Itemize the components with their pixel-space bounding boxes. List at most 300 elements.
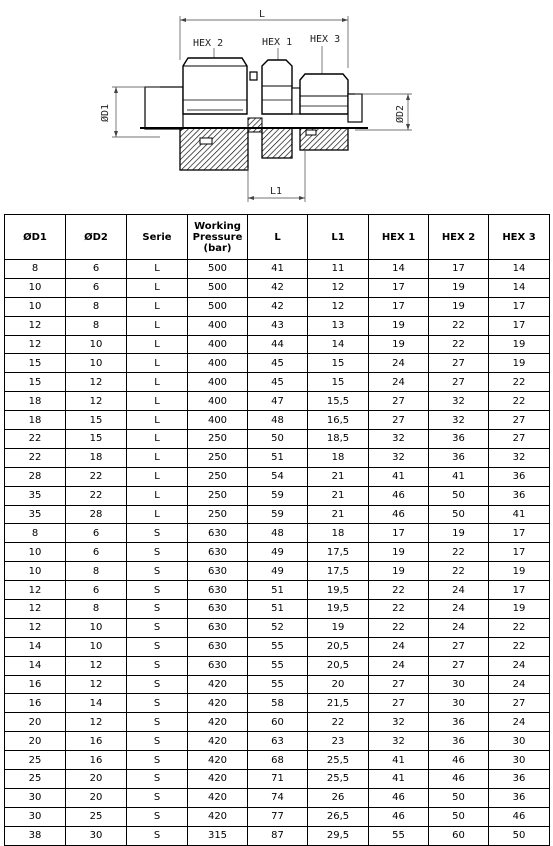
table-row (5, 411, 550, 430)
table-cell: 500 (188, 260, 248, 279)
table-cell: 20,5 (308, 656, 369, 675)
table-cell: 50 (248, 430, 308, 449)
table-cell: 22 (369, 581, 429, 600)
table-cell: 24 (489, 713, 550, 732)
table-cell: 250 (188, 430, 248, 449)
table-cell: 15 (5, 373, 66, 392)
table-cell: 17 (489, 543, 550, 562)
table-cell: 11 (308, 260, 369, 279)
table-cell: 36 (489, 467, 550, 486)
table-row (5, 524, 550, 543)
table-cell: 32 (369, 430, 429, 449)
table-cell: 46 (369, 788, 429, 807)
table-cell: 32 (489, 448, 550, 467)
table-cell: 21 (308, 467, 369, 486)
table-cell: 19 (369, 562, 429, 581)
table-cell: 22 (429, 335, 489, 354)
table-cell: 22 (369, 600, 429, 619)
table-cell: L (127, 278, 188, 297)
col-header-l: L (248, 215, 308, 260)
table-cell: 14 (5, 637, 66, 656)
table-cell: 19 (489, 354, 550, 373)
table-cell: 22 (369, 618, 429, 637)
table-row (5, 335, 550, 354)
table-cell: L (127, 297, 188, 316)
table-cell: 630 (188, 618, 248, 637)
table-cell: 18,5 (308, 430, 369, 449)
table-cell: S (127, 675, 188, 694)
table-cell: 19 (369, 543, 429, 562)
col-header-hex2: HEX 2 (429, 215, 489, 260)
table-cell: 630 (188, 562, 248, 581)
table-cell: 8 (66, 316, 127, 335)
table-cell: 77 (248, 807, 308, 826)
table-cell: 55 (248, 637, 308, 656)
table-cell: L (127, 486, 188, 505)
table-cell: S (127, 770, 188, 789)
table-cell: L (127, 505, 188, 524)
table-cell: 13 (308, 316, 369, 335)
table-row (5, 694, 550, 713)
table-cell: 46 (369, 505, 429, 524)
table-cell: 50 (429, 486, 489, 505)
table-cell: 24 (369, 373, 429, 392)
col-header-d1: ØD1 (5, 215, 66, 260)
table-cell: 12 (5, 600, 66, 619)
table-cell: 25 (66, 807, 127, 826)
dim-label-hex3: HEX 3 (310, 34, 341, 45)
table-cell: 17 (489, 524, 550, 543)
table-cell: 58 (248, 694, 308, 713)
table-cell: 41 (429, 467, 489, 486)
table-row (5, 770, 550, 789)
table-cell: 30 (489, 732, 550, 751)
table-cell: 630 (188, 543, 248, 562)
table-cell: 17 (369, 278, 429, 297)
table-cell: S (127, 581, 188, 600)
table-cell: 51 (248, 581, 308, 600)
table-cell: 250 (188, 467, 248, 486)
table-cell: 22 (489, 373, 550, 392)
table-cell: 36 (429, 448, 489, 467)
table-cell: 15,5 (308, 392, 369, 411)
table-cell: 55 (369, 826, 429, 845)
table-cell: 32 (369, 448, 429, 467)
table-cell: 22 (429, 562, 489, 581)
table-cell: 19 (489, 562, 550, 581)
table-cell: 30 (489, 751, 550, 770)
table-cell: 46 (369, 486, 429, 505)
dim-label-hex1: HEX 1 (262, 37, 293, 48)
table-cell: 30 (66, 826, 127, 845)
table-body (5, 260, 550, 846)
table-cell: 22 (66, 467, 127, 486)
table-row (5, 430, 550, 449)
table-cell: 36 (489, 486, 550, 505)
table-cell: 20 (308, 675, 369, 694)
table-cell: S (127, 826, 188, 845)
table-cell: 30 (5, 807, 66, 826)
table-cell: L (127, 373, 188, 392)
table-cell: L (127, 335, 188, 354)
dim-label-d1: ØD1 (100, 103, 111, 122)
table-row (5, 260, 550, 279)
table-cell: 8 (66, 297, 127, 316)
table-cell: 17 (489, 581, 550, 600)
table-cell: 24 (489, 675, 550, 694)
table-cell: 630 (188, 656, 248, 675)
table-cell: 36 (429, 732, 489, 751)
table-cell: 18 (308, 448, 369, 467)
table-cell: 21,5 (308, 694, 369, 713)
table-cell: 27 (489, 411, 550, 430)
table-cell: 15 (308, 373, 369, 392)
table-cell: L (127, 467, 188, 486)
table-cell: 10 (5, 297, 66, 316)
table-cell: 63 (248, 732, 308, 751)
table-cell: 10 (66, 335, 127, 354)
table-cell: 26 (308, 788, 369, 807)
table-cell: 32 (429, 392, 489, 411)
table-row (5, 467, 550, 486)
table-cell: 45 (248, 354, 308, 373)
table-cell: 32 (369, 732, 429, 751)
table-cell: 12 (66, 675, 127, 694)
table-cell: S (127, 524, 188, 543)
table-row (5, 637, 550, 656)
table-cell: L (127, 430, 188, 449)
table-cell: 16 (5, 694, 66, 713)
table-cell: 44 (248, 335, 308, 354)
table-cell: 315 (188, 826, 248, 845)
table-cell: 17,5 (308, 562, 369, 581)
table-row (5, 581, 550, 600)
table-cell: 36 (489, 788, 550, 807)
table-cell: 18 (5, 392, 66, 411)
table-cell: 24 (429, 618, 489, 637)
table-cell: 18 (308, 524, 369, 543)
table-cell: L (127, 316, 188, 335)
table-cell: S (127, 713, 188, 732)
table-cell: 27 (429, 637, 489, 656)
table-cell: 20 (66, 770, 127, 789)
table-cell: 19 (369, 316, 429, 335)
table-cell: 22 (489, 618, 550, 637)
table-row (5, 751, 550, 770)
table-cell: 14 (5, 656, 66, 675)
table-cell: 50 (489, 826, 550, 845)
table-cell: 28 (66, 505, 127, 524)
table-row (5, 278, 550, 297)
table-cell: 41 (369, 467, 429, 486)
table-cell: 48 (248, 411, 308, 430)
table-cell: 25,5 (308, 770, 369, 789)
table-cell: 15 (66, 411, 127, 430)
table-cell: 17,5 (308, 543, 369, 562)
table-cell: 59 (248, 486, 308, 505)
table-cell: 45 (248, 373, 308, 392)
table-cell: 420 (188, 732, 248, 751)
table-cell: 420 (188, 770, 248, 789)
table-cell: S (127, 656, 188, 675)
table-cell: 630 (188, 524, 248, 543)
table-cell: 16,5 (308, 411, 369, 430)
col-header-hex1: HEX 1 (369, 215, 429, 260)
table-cell: 420 (188, 751, 248, 770)
table-cell: 17 (369, 297, 429, 316)
table-cell: 21 (308, 505, 369, 524)
table-cell: 14 (489, 260, 550, 279)
table-cell: S (127, 600, 188, 619)
table-cell: 51 (248, 600, 308, 619)
table-cell: S (127, 732, 188, 751)
table-cell: 27 (429, 373, 489, 392)
table-cell: 25 (5, 751, 66, 770)
table-cell: 24 (429, 581, 489, 600)
table-cell: 630 (188, 600, 248, 619)
table-cell: 59 (248, 505, 308, 524)
table-cell: 24 (369, 656, 429, 675)
table-row (5, 600, 550, 619)
table-cell: 50 (429, 807, 489, 826)
table-cell: 36 (429, 713, 489, 732)
table-cell: 17 (429, 260, 489, 279)
table-cell: 55 (248, 656, 308, 675)
table-cell: 27 (369, 675, 429, 694)
table-cell: 19 (489, 335, 550, 354)
table-cell: 19 (308, 618, 369, 637)
table-cell: 41 (369, 770, 429, 789)
specification-table (4, 214, 550, 846)
table-cell: 21 (308, 486, 369, 505)
table-cell: 420 (188, 694, 248, 713)
table-cell: 12 (5, 618, 66, 637)
table-cell: 27 (369, 392, 429, 411)
table-row (5, 316, 550, 335)
col-header-hex3: HEX 3 (489, 215, 550, 260)
table-cell: 14 (66, 694, 127, 713)
table-row (5, 807, 550, 826)
table-cell: 24 (369, 354, 429, 373)
table-cell: 27 (429, 656, 489, 675)
table-cell: 12 (66, 713, 127, 732)
table-cell: S (127, 807, 188, 826)
table-cell: 8 (66, 600, 127, 619)
table-row (5, 297, 550, 316)
table-cell: 36 (489, 770, 550, 789)
table-row (5, 354, 550, 373)
col-header-d2: ØD2 (66, 215, 127, 260)
table-cell: 30 (429, 675, 489, 694)
table-cell: 500 (188, 297, 248, 316)
table-cell: 38 (5, 826, 66, 845)
table-cell: 41 (248, 260, 308, 279)
dim-label-l: L (259, 9, 266, 20)
table-cell: L (127, 354, 188, 373)
table-cell: S (127, 637, 188, 656)
table-cell: 24 (429, 600, 489, 619)
table-cell: 16 (66, 732, 127, 751)
table-cell: 19 (429, 524, 489, 543)
table-cell: 400 (188, 392, 248, 411)
table-cell: 22 (5, 430, 66, 449)
table-cell: 12 (308, 297, 369, 316)
table-cell: 630 (188, 581, 248, 600)
table-header-row (5, 215, 550, 260)
table-cell: 42 (248, 278, 308, 297)
table-cell: S (127, 788, 188, 807)
table-cell: 71 (248, 770, 308, 789)
table-cell: 10 (66, 354, 127, 373)
table-cell: 41 (489, 505, 550, 524)
dim-label-d2: ØD2 (395, 104, 406, 123)
table-cell: 48 (248, 524, 308, 543)
table-cell: 23 (308, 732, 369, 751)
table-cell: 25,5 (308, 751, 369, 770)
table-cell: 49 (248, 543, 308, 562)
table-cell: 19,5 (308, 581, 369, 600)
table-cell: 12 (66, 392, 127, 411)
table-cell: 54 (248, 467, 308, 486)
table-cell: 14 (489, 278, 550, 297)
table-cell: 46 (429, 751, 489, 770)
table-cell: L (127, 448, 188, 467)
table-cell: 68 (248, 751, 308, 770)
table-cell: 51 (248, 448, 308, 467)
table-cell: 630 (188, 637, 248, 656)
table-cell: 35 (5, 505, 66, 524)
table-cell: 17 (489, 316, 550, 335)
table-cell: 55 (248, 675, 308, 694)
table-cell: L (127, 392, 188, 411)
table-cell: 420 (188, 807, 248, 826)
table-cell: 22 (429, 543, 489, 562)
table-cell: 27 (429, 354, 489, 373)
table-cell: 22 (489, 637, 550, 656)
table-cell: 24 (369, 637, 429, 656)
table-cell: 10 (5, 543, 66, 562)
table-cell: 8 (5, 524, 66, 543)
table-cell: 10 (5, 278, 66, 297)
table-cell: L (127, 260, 188, 279)
table-cell: 15 (308, 354, 369, 373)
table-cell: 20 (66, 788, 127, 807)
table-cell: 10 (66, 637, 127, 656)
table-cell: 50 (429, 505, 489, 524)
table-cell: 15 (5, 354, 66, 373)
table-cell: 17 (369, 524, 429, 543)
table-cell: 400 (188, 411, 248, 430)
table-row (5, 562, 550, 581)
table-cell: 12 (5, 581, 66, 600)
table-row (5, 373, 550, 392)
table-cell: 46 (429, 770, 489, 789)
table-row (5, 826, 550, 845)
dim-label-l1: L1 (270, 186, 283, 197)
table-cell: 32 (429, 411, 489, 430)
table-cell: 250 (188, 486, 248, 505)
table-cell: 22 (5, 448, 66, 467)
table-row (5, 618, 550, 637)
table-cell: 12 (5, 316, 66, 335)
table-cell: 60 (429, 826, 489, 845)
table-row (5, 788, 550, 807)
table-cell: 19 (429, 297, 489, 316)
table-cell: 400 (188, 316, 248, 335)
table-cell: 19 (369, 335, 429, 354)
table-cell: 43 (248, 316, 308, 335)
table-cell: 19 (429, 278, 489, 297)
table-cell: 19 (489, 600, 550, 619)
table-row (5, 656, 550, 675)
table-cell: 26,5 (308, 807, 369, 826)
table-cell: 15 (66, 430, 127, 449)
table-cell: 22 (308, 713, 369, 732)
table-cell: L (127, 411, 188, 430)
table-cell: 18 (66, 448, 127, 467)
table-cell: 12 (66, 656, 127, 675)
table-cell: 20,5 (308, 637, 369, 656)
table-cell: 27 (369, 694, 429, 713)
table-row (5, 486, 550, 505)
table-cell: 420 (188, 788, 248, 807)
table-cell: 14 (308, 335, 369, 354)
table-cell: 6 (66, 260, 127, 279)
table-cell: 47 (248, 392, 308, 411)
table-cell: 19,5 (308, 600, 369, 619)
table-row (5, 392, 550, 411)
col-header-working-pressure: Working Pressure (bar) (188, 215, 248, 260)
table-cell: 6 (66, 524, 127, 543)
table-cell: 22 (66, 486, 127, 505)
table-cell: 400 (188, 354, 248, 373)
table-cell: 27 (489, 430, 550, 449)
table-cell: 20 (5, 732, 66, 751)
table-cell: S (127, 618, 188, 637)
table-cell: 400 (188, 373, 248, 392)
table-cell: 32 (369, 713, 429, 732)
table-cell: 30 (429, 694, 489, 713)
table-cell: 46 (369, 807, 429, 826)
table-row (5, 505, 550, 524)
table-row (5, 713, 550, 732)
table-cell: 14 (369, 260, 429, 279)
fitting-technical-drawing (0, 0, 553, 212)
table-cell: 420 (188, 713, 248, 732)
table-row (5, 732, 550, 751)
table-cell: 27 (369, 411, 429, 430)
table-cell: 35 (5, 486, 66, 505)
table-cell: 10 (66, 618, 127, 637)
table-cell: 30 (5, 788, 66, 807)
table-cell: 12 (5, 335, 66, 354)
table-row (5, 675, 550, 694)
table-cell: 22 (429, 316, 489, 335)
table-cell: 420 (188, 675, 248, 694)
col-header-l1: L1 (308, 215, 369, 260)
table-cell: S (127, 543, 188, 562)
table-cell: 46 (489, 807, 550, 826)
table-cell: 18 (5, 411, 66, 430)
table-cell: 29,5 (308, 826, 369, 845)
table-cell: 6 (66, 581, 127, 600)
table-cell: 6 (66, 278, 127, 297)
table-cell: 6 (66, 543, 127, 562)
table-cell: 41 (369, 751, 429, 770)
table-cell: 52 (248, 618, 308, 637)
table-cell: 400 (188, 335, 248, 354)
table-cell: 8 (66, 562, 127, 581)
